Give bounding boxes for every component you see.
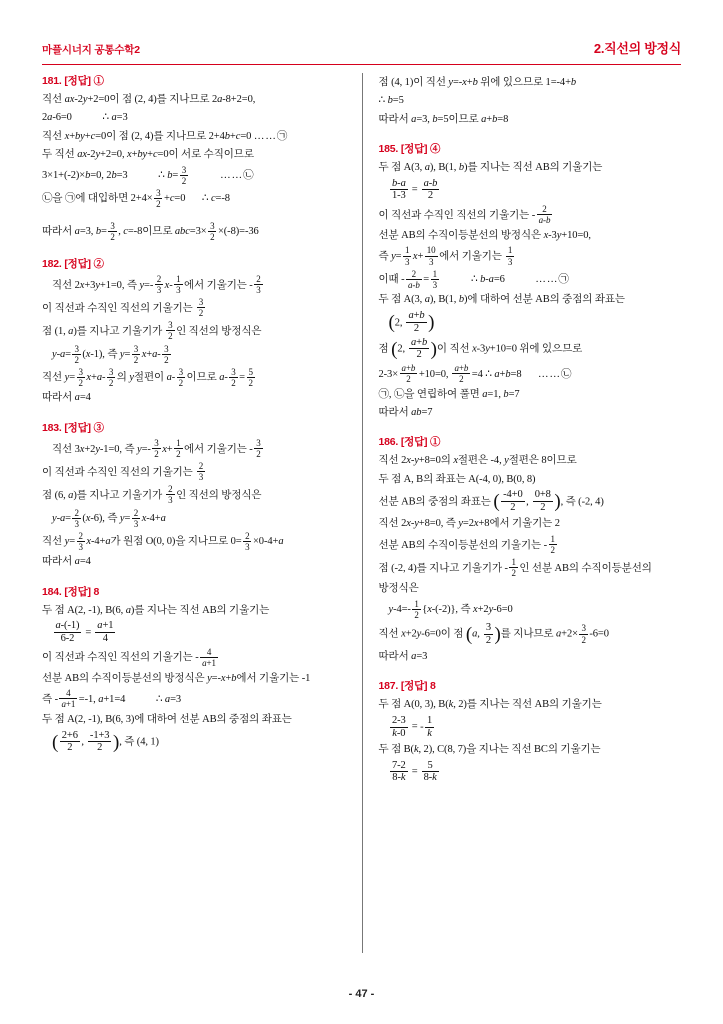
solution-line: 직선 2x-y+8=0의 x절편은 -4, y절편은 8이므로 <box>378 455 577 467</box>
solution-183 <box>42 420 348 571</box>
solution-line: 이 직선과 수직인 직선의 기울기는 - $\frac{4}{a+1}$ <box>42 646 216 668</box>
solution-line: 이 직선과 수직인 직선의 기울기는 $\frac{3}{2}$ <box>42 297 204 319</box>
solution-line: 2a-6=0 ∴ a=3 <box>42 112 128 124</box>
solution-line: 따라서 a=3, b=5이므로 a+b=8 <box>378 113 509 125</box>
solution-line: $\frac{b-a}{1-3}$ = $\frac{a-b}{2}$ <box>392 177 438 202</box>
solution-line: 선분 AB의 수직이등분선의 방정식은 x-3y+10=0, <box>378 229 591 241</box>
solution-line: 직선 2x-y+8=0, 즉 y=2x+8에서 기울기는 2 <box>378 518 560 530</box>
solution-line: 따라서 a=4 <box>42 392 91 404</box>
solution-185 <box>379 141 682 421</box>
solution-line: 점 (1, a)를 지나고 기울기가 $\frac{3}{2}$ 인 직선의 방정식은 <box>42 320 262 342</box>
solution-line: $\frac{2-3}{k-0}$ = - $\frac{1}{k}$ <box>392 714 433 739</box>
solution-line: ( $\frac{2+6}{2}$ , $\frac{-1+3}{2}$ ), 즉 (4, 1) <box>52 729 159 754</box>
solution-line: ㉡을 ㉠에 대입하면 2+4× $\frac{3}{2}$ +c=0 ∴ c=-8 <box>42 187 230 209</box>
solution-line: 두 점 A(3, a), B(1, b)를 지나는 직선 AB의 기울기는 <box>378 161 603 173</box>
solution-line: (2, $\frac{a+b}{2}$ ) <box>388 310 435 334</box>
solution-heading: 181. [정답] ① <box>42 75 104 87</box>
solution-line: 직선 y= $\frac{3}{2}$ x+a- $\frac{3}{2}$ 의 y절편이 a- $\frac{3}{2}$ 이므로 a- $\frac{3}{2}$ = $\frac{5}{2}$ <box>42 366 253 388</box>
header-chapter-title: 2.직선의 방정식 <box>593 41 681 56</box>
solution-line: ∴ b=5 <box>378 95 404 107</box>
solution-line: 점 (4, 1)이 직선 y=-x+b 위에 있으므로 1=-4+b <box>378 77 577 88</box>
right-column <box>362 73 682 953</box>
solution-line: 선분 AB의 중점의 좌표는 ( $\frac{-4+0}{2}$ , $\frac{0+8}{2}$ ), 즉 (-2, 4) <box>378 489 604 514</box>
header-book-title: 마플시너지 공통수학2 <box>42 44 140 56</box>
solution-line: 이 직선과 수직인 직선의 기울기는 - $\frac{2}{a-b}$ <box>378 204 551 226</box>
left-column <box>42 73 362 953</box>
solution-line: y-4=- $\frac{1}{2}$ {x-(-2)}, 즉 x+2y-6=0 <box>388 598 513 620</box>
solution-line: 선분 AB의 수직이등분선의 기울기는 - $\frac{1}{2}$ <box>378 534 555 556</box>
solution-line: $\frac{a-(-1)}{6-2}$ = $\frac{a+1}{4}$ <box>55 620 114 645</box>
solution-line: 이 직선과 수직인 직선의 기울기는 $\frac{2}{3}$ <box>42 461 204 483</box>
page-header <box>42 38 681 61</box>
solution-line: 따라서 a=3 <box>378 650 428 662</box>
solution-line: 두 점 A(2, -1), B(6, 3)에 대하여 선분 AB의 중점의 좌표는 <box>42 713 292 725</box>
solution-line: 직선 3x+2y-1=0, 즉 y=- $\frac{3}{2}$ x+ $\frac{1}{2}$ 에서 기울기는 - $\frac{3}{2}$ <box>52 438 261 460</box>
solution-line: 두 점 A(3, a), B(1, b)에 대하여 선분 AB의 중점의 좌표는 <box>378 294 625 306</box>
solution-line: 점 (2, $\frac{a+b}{2}$ )이 직선 x-3y+10=0 위에 있으므로 <box>378 336 583 361</box>
solution-line: 2-3× $\frac{a+b}{2}$ +10=0, $\frac{a+b}{2}$ =4 ∴ a+b=8 ……㉡ <box>378 363 572 385</box>
solution-heading: 183. [정답] ③ <box>42 421 104 434</box>
solution-line: 두 점 A(0, 3), B(k, 2)를 지나는 직선 AB의 기울기는 <box>378 699 602 711</box>
solution-line: 즉 - $\frac{4}{a+1}$ =-1, a+1=4 ∴ a=3 <box>42 688 182 710</box>
two-column-body <box>42 73 681 953</box>
solution-line: 두 직선 ax-2y+2=0, x+by+c=0이 서로 수직이므로 <box>42 148 254 160</box>
solution-heading: 184. [정답] 8 <box>42 585 100 598</box>
solution-line: 두 점 A, B의 좌표는 A(-4, 0), B(0, 8) <box>378 473 536 485</box>
solution-heading: 187. [정답] 8 <box>378 680 436 693</box>
solution-182 <box>42 256 348 407</box>
solution-line: 직선 x+by+c=0이 점 (2, 4)를 지나므로 2+4b+c=0 ……㉠ <box>42 130 288 142</box>
solution-line: ㉠, ㉡을 연립하여 풀면 a=1, b=7 <box>378 388 520 400</box>
header-divider <box>42 64 681 65</box>
solution-line: 점 (6, a)를 지나고 기울기가 $\frac{2}{3}$ 인 직선의 방정식은 <box>42 484 262 506</box>
solution-heading: 185. [정답] ④ <box>378 142 441 155</box>
solution-line: 3×1+(-2)×b=0, 2b=3 ∴ b= $\frac{3}{2}$ ……㉡ <box>42 164 254 186</box>
solution-line: 두 점 A(2, -1), B(6, a)를 지나는 직선 AB의 기울기는 <box>42 604 270 616</box>
solution-line: 방정식은 <box>378 582 419 594</box>
solution-line: 즉 y= $\frac{1}{3}$ x+ $\frac{10}{3}$ 에서 기울기는 $\frac{1}{3}$ <box>378 245 513 267</box>
solution-184 <box>42 584 348 755</box>
solution-line: 직선 x+2y-6=0이 점 (a, $\frac{3}{2}$ )를 지나므로 a+2× $\frac{3}{2}$ -6=0 <box>378 621 609 646</box>
solution-line: 직선 2x+3y+1=0, 즉 y=- $\frac{2}{3}$ x- $\frac{1}{3}$ 에서 기울기는 - $\frac{2}{3}$ <box>52 274 261 296</box>
solution-line: 따라서 a=4 <box>42 556 91 568</box>
solution-line: 직선 ax-2y+2=0이 점 (2, 4)를 지나므로 2a-8+2=0, <box>42 94 256 105</box>
solution-181 <box>42 73 348 243</box>
solution-heading: 182. [정답] ② <box>42 257 104 270</box>
solution-heading: 186. [정답] ① <box>378 436 441 449</box>
solution-line: $\frac{7-2}{8-k}$ = $\frac{5}{8-k}$ <box>392 759 437 784</box>
page-number: - 47 - <box>348 988 375 1000</box>
solution-184-continued <box>379 75 682 128</box>
solution-line: 점 (-2, 4)를 지나고 기울기가 - $\frac{1}{2}$ 인 선분 AB의 수직이등분선의 <box>378 557 652 579</box>
solution-line: 선분 AB의 수직이등분선의 방정식은 y=-x+b에서 기울기는 -1 <box>42 672 311 684</box>
solution-187 <box>379 678 682 785</box>
solution-line: 두 점 B(k, 2), C(8, 7)을 지나는 직선 BC의 기울기는 <box>378 743 601 755</box>
solution-186 <box>379 434 682 665</box>
solution-line: y-a= $\frac{2}{3}$ (x-6), 즉 y= $\frac{2}{3}$ x-4+a <box>52 507 166 529</box>
solution-line: 직선 y= $\frac{2}{3}$ x-4+a가 원점 O(0, 0)을 지나므로 0= $\frac{2}{3}$ ×0-4+a <box>42 530 284 552</box>
solution-line: 따라서 ab=7 <box>378 406 433 418</box>
solution-line: 이때 - $\frac{2}{a-b}$ = $\frac{1}{3}$ ∴ b-a=6 ……㉠ <box>378 268 569 290</box>
solution-line: y-a= $\frac{3}{2}$ (x-1), 즉 y= $\frac{3}{2}$ x+a- $\frac{3}{2}$ <box>52 343 169 365</box>
solution-line: 따라서 a=3, b= $\frac{3}{2}$ , c=-8이므로 abc=3× $\frac{3}{2}$ ×(-8)=-36 <box>42 220 259 242</box>
